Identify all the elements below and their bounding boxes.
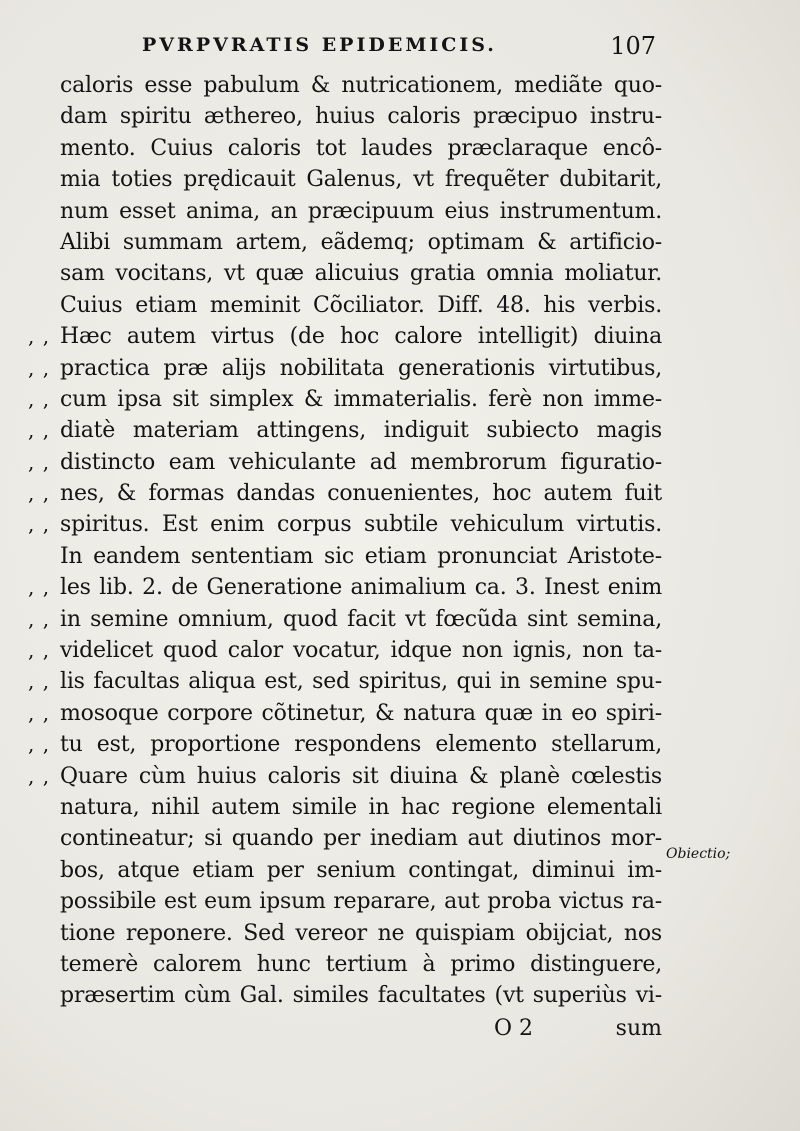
catchword: sum (615, 1015, 662, 1041)
line-text: tu est, proportione respondens elemento stellarum, (60, 732, 662, 758)
quotation-mark: , , (28, 324, 51, 349)
line-text: distincto eam vehiculante ad membrorum figuratio- (60, 449, 662, 475)
text-line (60, 792, 662, 823)
text-line (60, 855, 662, 886)
line-text: in semine omnium, quod facit vt fœcũda sint semina, (60, 606, 662, 632)
text-line (60, 196, 662, 227)
line-text: bos, atque etiam per senium contingat, diminui im- (60, 857, 662, 883)
line-text: In eandem sententiam sic etiam pronunciat Aristote- (60, 543, 662, 569)
quotation-mark: , , (28, 481, 51, 506)
quotation-mark: , , (28, 386, 51, 411)
line-text: possibile est eum ipsum reparare, aut proba victus ra- (60, 889, 662, 915)
text-line (28, 321, 662, 352)
signature-mark: O 2 (494, 1015, 534, 1041)
line-text: contineatur; si quando per inediam aut diutinos mor- (60, 826, 662, 852)
text-line (28, 729, 662, 760)
quotation-mark: , , (28, 418, 51, 443)
text-line (28, 572, 662, 603)
page-number: 107 (610, 32, 656, 60)
line-text: præsertim cùm Gal. similes facultates (vt superiùs vi- (60, 983, 662, 1009)
text-line (28, 635, 662, 666)
line-text: Quare cùm huius caloris sit diuina & planè cœlestis (60, 763, 662, 789)
line-text: nes, & formas dandas conuenientes, hoc autem fuit (60, 481, 662, 507)
line-text: mia toties prędicauit Galenus, vt frequẽter dubitarit, (60, 167, 662, 193)
line-text: natura, nihil autem simile in hac regione elementali (60, 794, 662, 820)
page-footer (60, 1012, 662, 1046)
quotation-mark: , , (28, 732, 51, 757)
text-line (60, 70, 662, 101)
text-line (60, 290, 662, 321)
text-line (60, 949, 662, 980)
text-line (28, 353, 662, 384)
line-text: Alibi summam artem, eãdemq; optimam & artificio- (60, 229, 662, 255)
margin-note: Obiectio; (666, 846, 731, 862)
text-line (60, 918, 662, 949)
quotation-mark: , , (28, 449, 51, 474)
line-text: cum ipsa sit simplex & immaterialis. ferè non imme- (60, 386, 662, 412)
line-text: mento. Cuius caloris tot laudes præclaraque encô- (60, 135, 662, 161)
quotation-mark: , , (28, 575, 51, 600)
text-line (60, 886, 662, 917)
quotation-mark: , , (28, 763, 51, 788)
text-line (60, 541, 662, 572)
line-text: dam spiritu æthereo, huius caloris præcipuo instru- (60, 104, 662, 130)
text-line (28, 384, 662, 415)
text-line (28, 478, 662, 509)
text-line (60, 133, 662, 164)
line-text: temerè calorem hunc tertium à primo distinguere, (60, 951, 662, 977)
line-text: spiritus. Est enim corpus subtile vehiculum virtutis. (60, 512, 662, 538)
line-text: lis facultas aliqua est, sed spiritus, qui in semine spu- (60, 669, 662, 695)
line-text: diatè materiam attingens, indiguit subiecto magis (60, 418, 662, 444)
text-line (28, 761, 662, 792)
body-text (28, 70, 662, 1046)
page-header (130, 32, 660, 62)
text-line (28, 698, 662, 729)
line-text: Hæc autem virtus (de hoc calore intelligit) diuina (60, 324, 662, 350)
running-title: PVRPVRATIS EPIDEMICIS. (142, 34, 497, 56)
quotation-mark: , , (28, 700, 51, 725)
line-text: Cuius etiam meminit Cõciliator. Diff. 48. his verbis. (60, 292, 662, 318)
text-line (60, 823, 662, 854)
text-line (60, 980, 662, 1011)
quotation-mark: , , (28, 638, 51, 663)
text-line (28, 447, 662, 478)
line-text: tione reponere. Sed vereor ne quispiam obijciat, nos (60, 920, 662, 946)
text-line (28, 604, 662, 635)
line-text: num esset anima, an præcipuum eius instrumentum. (60, 198, 662, 224)
line-text: videlicet quod calor vocatur, idque non ignis, non ta- (60, 638, 662, 664)
line-text: les lib. 2. de Generatione animalium ca. 3. Inest enim (60, 575, 662, 601)
line-text: caloris esse pabulum & nutricationem, mediãte quo- (60, 73, 662, 98)
quotation-mark: , , (28, 355, 51, 380)
line-text: mosoque corpore cõtinetur, & natura quæ in eo spiri- (60, 700, 662, 726)
quotation-mark: , , (28, 512, 51, 537)
text-line (28, 509, 662, 540)
line-text: practica præ alijs nobilitata generationis virtutibus, (60, 355, 662, 381)
text-line (60, 101, 662, 132)
quotation-mark: , , (28, 606, 51, 631)
text-line (28, 415, 662, 446)
text-line (60, 258, 662, 289)
line-text: sam vocitans, vt quæ alicuius gratia omnia moliatur. (60, 261, 662, 287)
text-line (28, 666, 662, 697)
quotation-mark: , , (28, 669, 51, 694)
text-line (60, 227, 662, 258)
text-line (60, 164, 662, 195)
